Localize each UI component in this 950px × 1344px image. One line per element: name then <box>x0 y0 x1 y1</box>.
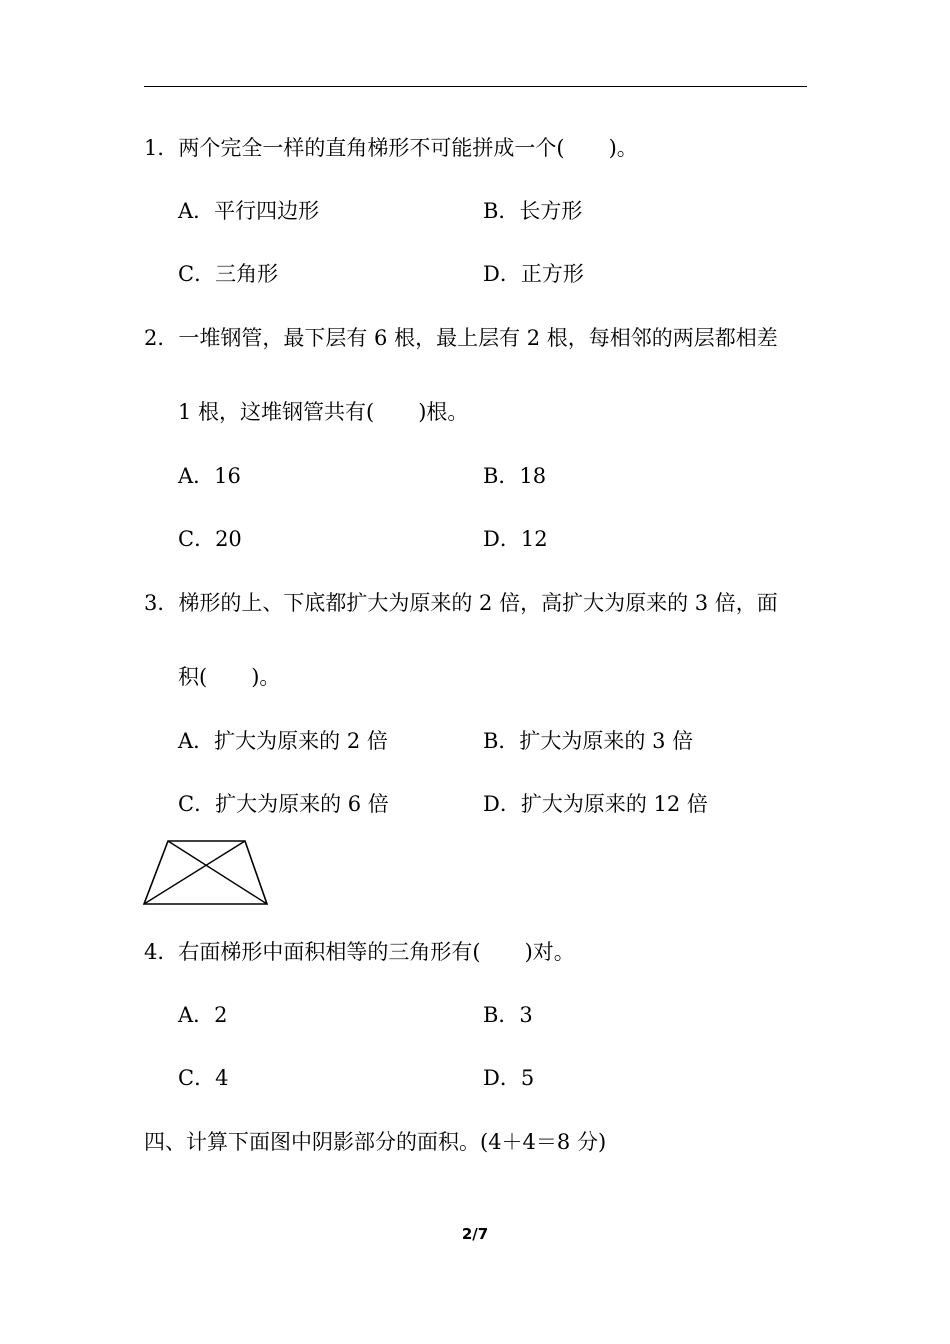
option-d[interactable]: D．5 <box>483 1066 535 1090</box>
trapezoid-diagonal-1 <box>168 841 267 904</box>
trapezoid-figure <box>140 835 272 909</box>
option-a[interactable]: A．平行四边形 <box>178 199 320 223</box>
trapezoid-diagonal-2 <box>144 841 245 904</box>
question-text-end: )根。 <box>418 400 469 424</box>
option-d[interactable]: D．正方形 <box>483 262 584 286</box>
question-text: 积( <box>178 665 208 689</box>
question-text-end: )。 <box>608 136 638 160</box>
option-a[interactable]: A．16 <box>178 464 241 488</box>
option-b[interactable]: B．扩大为原来的 3 倍 <box>483 729 694 753</box>
question-4 <box>144 938 575 966</box>
option-d[interactable]: D．扩大为原来的 12 倍 <box>483 792 708 816</box>
question-text: 梯形的上、下底都扩大为原来的 2 倍，高扩大为原来的 3 倍，面 <box>178 591 778 615</box>
question-text: 两个完全一样的直角梯形不可能拼成一个( <box>178 136 565 160</box>
question-1 <box>144 134 638 162</box>
option-b[interactable]: B．3 <box>483 1003 533 1027</box>
question-text: 右面梯形中面积相等的三角形有( <box>178 940 481 964</box>
question-text: 一堆钢管，最下层有 6 根，最上层有 2 根，每相邻的两层都相差 <box>178 326 778 350</box>
option-d[interactable]: D．12 <box>483 527 548 551</box>
trapezoid-outline <box>144 841 267 904</box>
question-2 <box>144 324 778 352</box>
question-number: 2． <box>144 326 179 350</box>
question-number: 3． <box>144 591 179 615</box>
question-number: 1． <box>144 136 179 160</box>
question-text: 1 根，这堆钢管共有( <box>178 400 375 424</box>
question-2-continuation <box>178 398 468 426</box>
page-number: 2/7 <box>461 1225 489 1243</box>
question-3-continuation <box>178 663 280 691</box>
question-text-end: )。 <box>251 665 281 689</box>
option-c[interactable]: C．扩大为原来的 6 倍 <box>178 792 389 816</box>
option-b[interactable]: B．18 <box>483 464 547 488</box>
option-c[interactable]: C．4 <box>178 1066 229 1090</box>
option-b[interactable]: B．长方形 <box>483 199 583 223</box>
option-a[interactable]: A．扩大为原来的 2 倍 <box>178 729 388 753</box>
question-text-end: )对。 <box>524 940 575 964</box>
section-heading: 四、计算下面图中阴影部分的面积。(4＋4＝8 分) <box>144 1130 607 1154</box>
question-number: 4． <box>144 940 179 964</box>
option-c[interactable]: C．三角形 <box>178 262 279 286</box>
option-c[interactable]: C．20 <box>178 527 242 551</box>
option-a[interactable]: A．2 <box>178 1003 228 1027</box>
header-rule <box>144 86 807 87</box>
question-3 <box>144 589 778 617</box>
